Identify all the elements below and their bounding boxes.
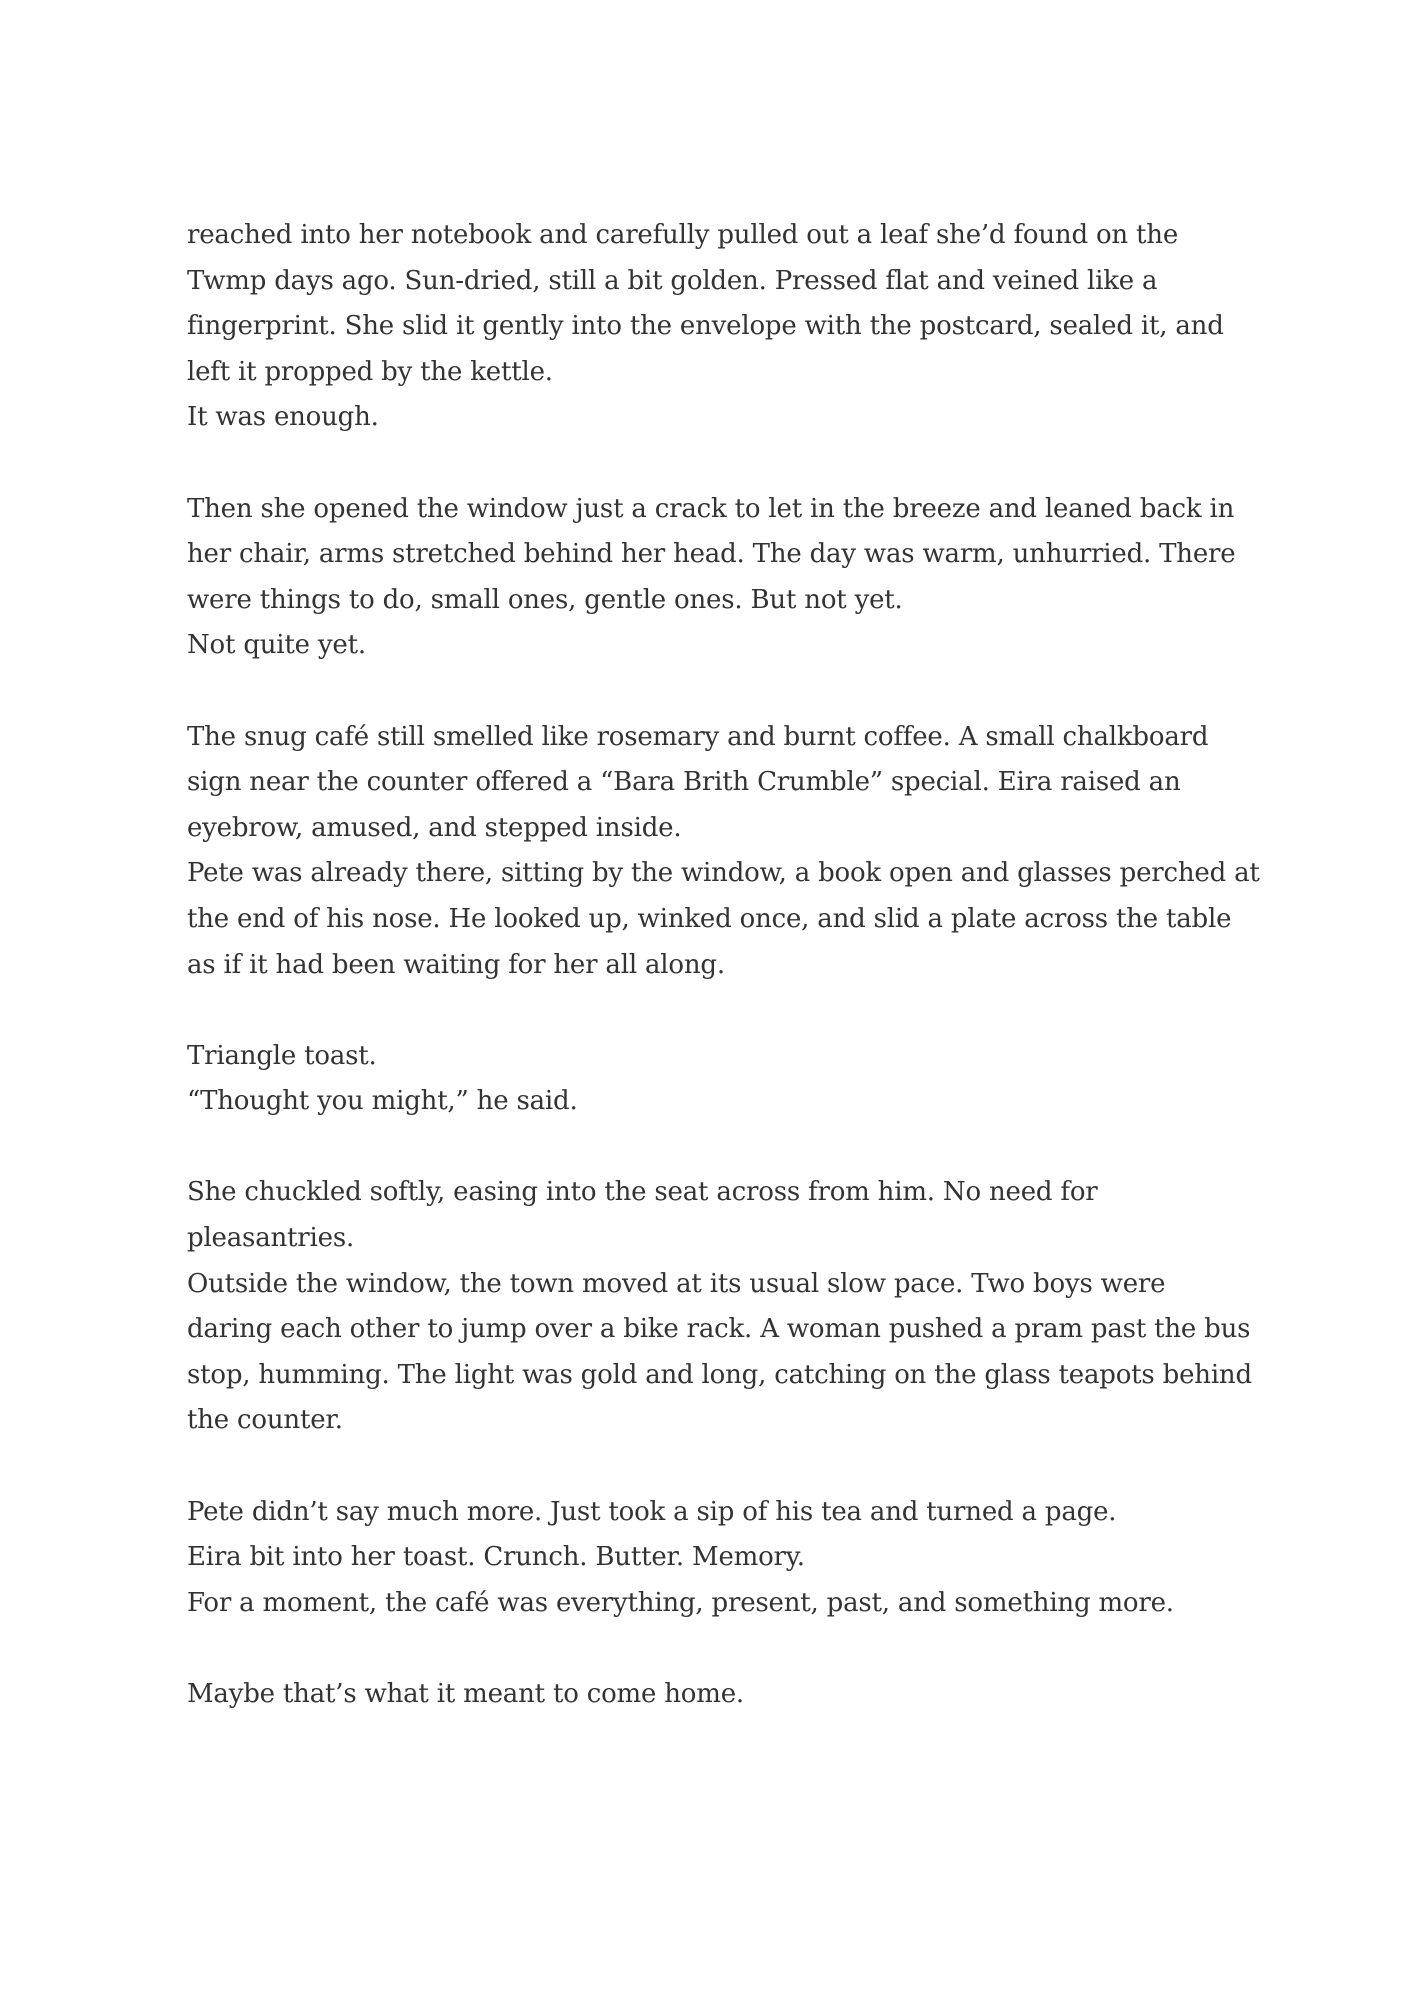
text-line: pleasantries. — [187, 1223, 355, 1254]
text-line: Maybe that’s what it meant to come home. — [187, 1679, 744, 1709]
text-line: For a moment, the café was everything, present, past, and something more. — [187, 1587, 1174, 1618]
paragraph — [187, 487, 1247, 669]
text-line: her chair, arms stretched behind her head. The day was warm, unhurried. There — [187, 539, 1236, 570]
paragraph — [187, 1034, 1247, 1125]
text-line: fingerprint. She slid it gently into the envelope with the postcard, sealed it, and — [187, 311, 1224, 342]
text-line: Outside the window, the town moved at its usual slow pace. Two boys were — [187, 1268, 1166, 1299]
text-line: eyebrow, amused, and stepped inside. — [187, 812, 682, 843]
text-line: daring each other to jump over a bike rack. A woman pushed a pram past the bus — [187, 1314, 1251, 1345]
text-line: reached into her notebook and carefully pulled out a leaf she’d found on the — [187, 220, 1179, 250]
text-line: the counter. — [187, 1405, 343, 1436]
text-line: Twmp days ago. Sun-dried, still a bit golden. Pressed flat and veined like a — [187, 265, 1158, 296]
paragraph — [187, 715, 1260, 989]
text-line: Then she opened the window just a crack to let in the breeze and leaned back in — [187, 493, 1235, 524]
story-text — [187, 213, 1260, 1763]
text-line: Triangle toast. — [187, 1040, 377, 1071]
text-line: were things to do, small ones, gentle ones. But not yet. — [187, 584, 903, 615]
text-line: as if it had been waiting for her all along. — [187, 949, 725, 980]
text-line: “Thought you might,” he said. — [187, 1086, 578, 1117]
text-line: Pete was already there, sitting by the window, a book open and glasses perched at — [187, 858, 1260, 889]
text-line: It was enough. — [187, 402, 379, 433]
text-line: Pete didn’t say much more. Just took a sip of his tea and turned a page. — [187, 1496, 1117, 1527]
text-line: She chuckled softly, easing into the seat across from him. No need for — [187, 1177, 1098, 1208]
text-line: left it propped by the kettle. — [187, 356, 553, 387]
text-line: stop, humming. The light was gold and long, catching on the glass teapots behind — [187, 1359, 1252, 1390]
paragraph — [187, 213, 1247, 441]
paragraph — [187, 1490, 1247, 1627]
text-line: Not quite yet. — [187, 630, 366, 661]
text-line: Eira bit into her toast. Crunch. Butter. Memory. — [187, 1542, 805, 1573]
paragraph — [187, 1672, 1247, 1718]
text-line: the end of his nose. He looked up, winked once, and slid a plate across the table — [187, 903, 1232, 934]
text-line: The snug café still smelled like rosemary and burnt coffee. A small chalkboard — [187, 721, 1209, 752]
text-line: sign near the counter offered a “Bara Brith Crumble” special. Eira raised an — [187, 767, 1181, 798]
paragraph — [187, 1170, 1252, 1444]
